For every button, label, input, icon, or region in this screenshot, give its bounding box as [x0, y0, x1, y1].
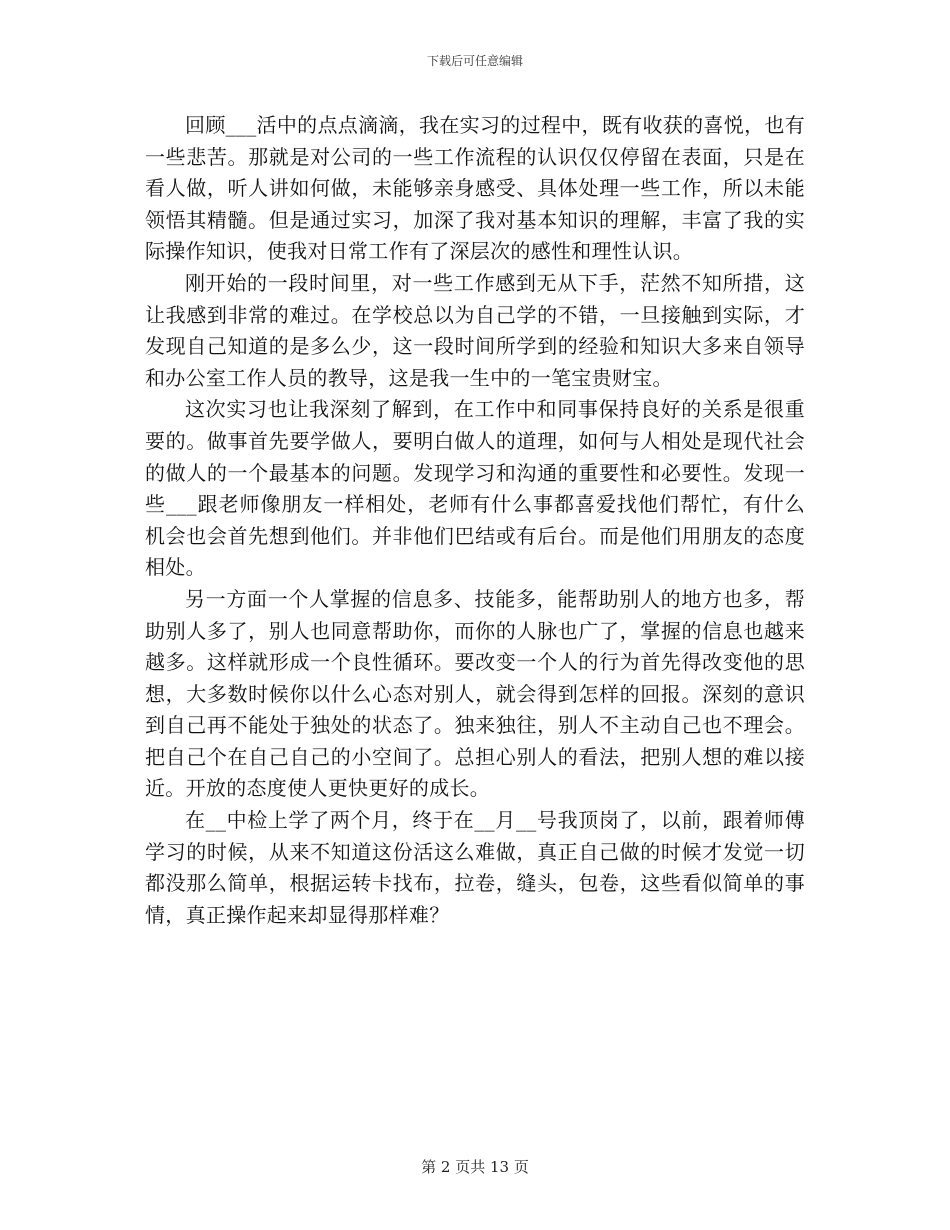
- document-body: [145, 110, 805, 931]
- paragraph-4: 另一方面一个人掌握的信息多、技能多，能帮助别人的地方也多，帮助别人多了，别人也同意帮助你，而你的人脉也广了，掌握的信息也越来越多。这样就形成一个良性循环。要改变一个人的行为首先得改变他的思想，大多数时候你以什么心态对别人，就会得到怎样的回报。深刻的意识到自己再不能处于独处的状态了。独来独往，别人不主动自己也不理会。把自己个在自己自己的小空间了。总担心别人的看法，把别人想的难以接近。开放的态度使人更快更好的成长。: [145, 586, 805, 801]
- page-header-note: 下载后可任意编辑: [426, 54, 523, 68]
- paragraph-1: 回顾___活中的点点滴滴，我在实习的过程中，既有收获的喜悦，也有一些悲苦。那就是对公司的一些工作流程的认识仅仅停留在表面，只是在看人做，听人讲如何做，未能够亲身感受、具体处理一些工作，所以未能领悟其精髓。但是通过实习，加深了我对基本知识的理解，丰富了我的实际操作知识，使我对日常工作有了深层次的感性和理性认识。: [145, 113, 805, 264]
- paragraph-5: 在__中检上学了两个月，终于在__月__号我顶岗了，以前，跟着师傅学习的时候，从来不知道这份活这么难做，真正自己做的时候才发觉一切都没那么简单，根据运转卡找布，拉卷，缝头，包卷，这些看似简单的事情，真正操作起来却显得那样难？: [145, 808, 805, 927]
- paragraph-3: 这次实习也让我深刻了解到，在工作中和同事保持良好的关系是很重要的。做事首先要学做人，要明白做人的道理，如何与人相处是现代社会的做人的一个最基本的问题。发现学习和沟通的重要性和必要性。发现一些___跟老师像朋友一样相处，老师有什么事都喜爱找他们帮忙，有什么机会也会首先想到他们。并非他们巴结或有后台。而是他们用朋友的态度相处。: [145, 397, 805, 580]
- page-number: 第 2 页共 13 页: [421, 1158, 529, 1176]
- paragraph-2: 刚开始的一段时间里，对一些工作感到无从下手，茫然不知所措，这让我感到非常的难过。在学校总以为自己学的不错，一旦接触到实际，才发现自己知道的是多么少，这一段时间所学到的经验和知识大多来自领导和办公室工作人员的教导，这是我一生中的一笔宝贵财宝。: [145, 270, 805, 390]
